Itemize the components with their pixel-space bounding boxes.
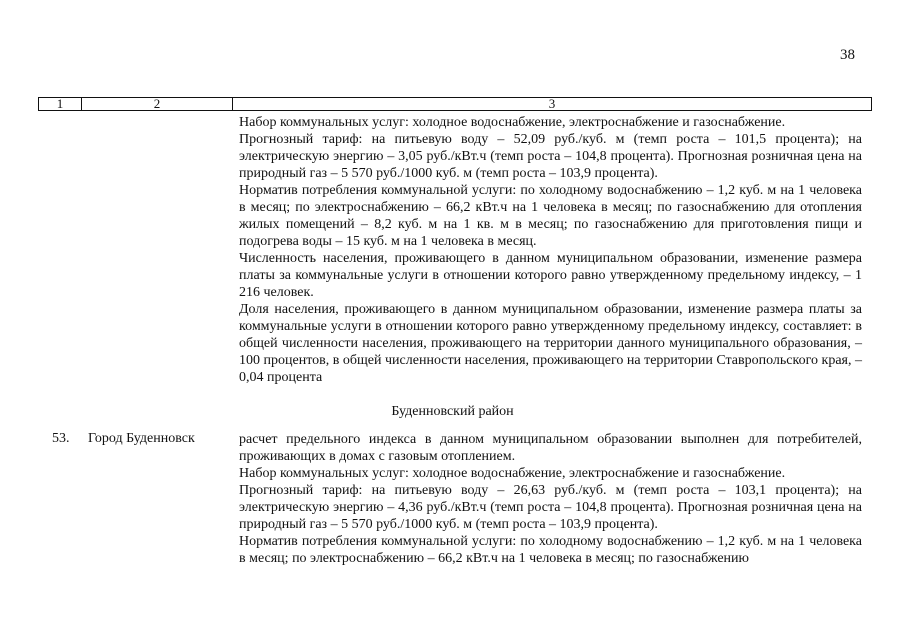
column-header-1: 1 — [39, 98, 82, 111]
continued-entry-text — [239, 114, 862, 386]
entry-text — [239, 431, 862, 567]
entry-number: 53. — [52, 431, 70, 446]
paragraph: Численность населения, проживающего в данном муниципальном образовании, изменение размера платы за коммунальные услуги в отношении которого равно утвержденному предельному индексу, – 1 216 человек. — [239, 251, 862, 300]
paragraph: Норматив потребления коммунальной услуги: по холодному водоснабжению – 1,2 куб. м на 1 человека в месяц; по электроснабжению – 66,2 кВт.ч на 1 человека в месяц; по газоснабжению — [239, 534, 862, 566]
paragraph: Прогнозный тариф: на питьевую воду – 26,63 руб./куб. м (темп роста – 103,1 процента); на электрическую энергию – 4,36 руб./кВт.ч (темп роста – 104,8 процента). Прогнозная розничная цена на природный газ – 5 570 руб./1000 куб. м (темп роста – 103,9 процента). — [239, 483, 862, 532]
paragraph: Прогнозный тариф: на питьевую воду – 52,09 руб./куб. м (темп роста – 101,5 процента); на электрическую энергию – 3,05 руб./кВт.ч (темп роста – 104,8 процента). Прогнозная розничная цена на природный газ – 5 570 руб./1000 куб. м (темп роста – 103,9 процента). — [239, 132, 862, 181]
region-heading: Буденновский район — [391, 404, 514, 419]
paragraph: расчет предельного индекса в данном муниципальном образовании выполнен для потребителей, проживающих в домах с газовым отоплением. — [239, 432, 862, 464]
page-number: 38 — [840, 47, 855, 63]
paragraph: Набор коммунальных услуг: холодное водоснабжение, электроснабжение и газоснабжение. — [239, 115, 786, 130]
paragraph: Набор коммунальных услуг: холодное водоснабжение, электроснабжение и газоснабжение. — [239, 466, 786, 481]
paragraph: Норматив потребления коммунальной услуги: по холодному водоснабжению – 1,2 куб. м на 1 человека в месяц; по электроснабжению – 66,2 кВт.ч на 1 человека в месяц; по газоснабжению для отопления жилых помещений – 8,2 куб. м на 1 кв. м в месяц; по газоснабжению для приготовления пищи и подогрева воды – 15 куб. м на 1 человека в месяц. — [239, 183, 862, 249]
column-header-table — [38, 97, 872, 111]
column-header-3: 3 — [233, 98, 872, 111]
municipality-name: Город Буденновск — [88, 431, 195, 446]
paragraph: Доля населения, проживающего в данном муниципальном образовании, изменение размера платы за коммунальные услуги в отношении которого равно утвержденному предельному индексу, составляет: в общей численности населения, проживающего на территории данного муниципального образования, – 100 процентов, в общей численности населения, проживающего на территории Ставропольского края, – 0,04 процента — [239, 302, 862, 385]
column-header-2: 2 — [82, 98, 233, 111]
